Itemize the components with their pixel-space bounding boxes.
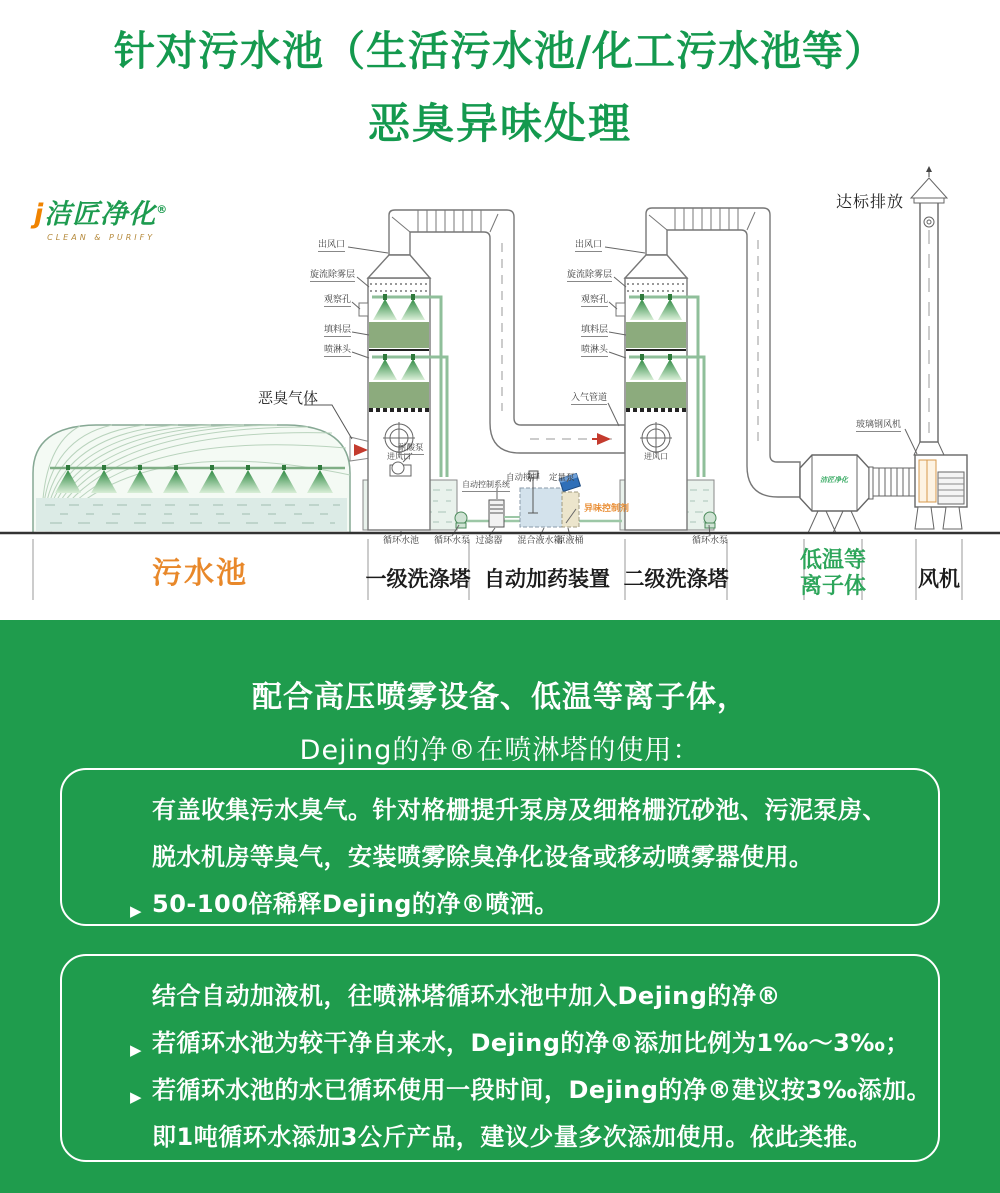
fan-foot-2 — [943, 507, 962, 529]
fan-unit — [914, 442, 967, 529]
acid-pump-label: 耐酸泵 — [398, 443, 424, 453]
mix-tank-label: 混合液水箱 — [517, 536, 563, 546]
page-title — [0, 18, 1000, 151]
fan-motor — [938, 472, 964, 504]
tower2-demister-label: 旋流除雾层 — [567, 270, 613, 280]
box1-line1: 有盖收集污水臭气。针对格栅提升泵房及细格栅沉砂池、污泥泵房、 — [152, 796, 887, 824]
frp-fan-label: 玻璃钢风机 — [856, 420, 902, 430]
section-plasma-line2: 离子体 — [799, 574, 866, 599]
section-fan: 风机 — [918, 567, 960, 591]
box2-bullet1 — [62, 1028, 938, 1058]
tower1-packing-layer-2 — [369, 382, 429, 408]
box2-line1: 结合自动加液机，往喷淋塔循环水池中加入Dejing的净® — [152, 982, 781, 1010]
tower2-obs-hole-label: 观察孔 — [581, 295, 609, 305]
bullet-icon: ▶ — [130, 1041, 143, 1059]
circ-pool-label: 循环水池 — [382, 536, 419, 546]
stack-flange — [914, 198, 944, 203]
plasma-legs — [808, 511, 861, 533]
odor-agent-label: 异味控制剂 — [584, 504, 630, 514]
mixing-tank — [520, 488, 564, 527]
stack-cap — [911, 178, 947, 198]
tower1-cone — [368, 255, 430, 278]
box1-bullet1 — [62, 889, 938, 919]
tower1-inlet-label: 进风口 — [387, 452, 411, 461]
tower1-obs-hole-label: 观察孔 — [324, 295, 352, 305]
tower1-outlet-label: 出风口 — [318, 240, 346, 250]
usage-box-2 — [60, 954, 940, 1162]
title-paren: （生活污水池/化工污水池等） — [324, 27, 886, 75]
discharge-label: 达标排放 — [836, 192, 905, 211]
tower2-cone — [625, 255, 687, 278]
usage-box-1 — [60, 768, 940, 926]
tower1-demister-label: 旋流除雾层 — [310, 270, 356, 280]
box2-bullet2-text: 若循环水池的水已循环使用一段时间，Dejing的净®建议按3‰添加。 — [152, 1076, 932, 1104]
plasma-unit — [800, 455, 873, 533]
section-dosing: 自动加药装置 — [484, 567, 610, 591]
box1-line2: 脱水机房等臭气，安装喷雾除臭净化设备或移动喷雾器使用。 — [152, 843, 814, 871]
box2-bullet2 — [62, 1075, 938, 1105]
panel-heading-bold: 配合高压喷雾设备、低温等离子体， — [252, 680, 748, 715]
stack-sample-port — [924, 217, 934, 227]
tower2-outlet-label: 出风口 — [575, 240, 603, 250]
box1-bullet1-text: 50-100倍稀释Dejing的净®喷洒。 — [152, 890, 559, 918]
registered-mark: ® — [156, 203, 169, 216]
covered-pool — [33, 405, 371, 533]
circulating-pump-1 — [455, 512, 467, 528]
odor-gas-label: 恶臭气体 — [258, 389, 319, 407]
section-plasma — [773, 548, 893, 600]
section-tower2: 二级洗涤塔 — [623, 567, 729, 591]
tower1-packing-layer-1 — [369, 322, 429, 348]
auto-control-label: 自动控制系统 — [462, 480, 510, 492]
logo-name: 洁匠净化 — [44, 199, 157, 230]
logo-tagline: CLEAN & PURIFY — [47, 233, 156, 242]
circulating-pump-2 — [704, 512, 716, 528]
bullet-icon: ▶ — [130, 1088, 143, 1106]
stock-barrel-label: 原液桶 — [556, 536, 584, 546]
tower2-inlet-label: 进风口 — [644, 452, 668, 461]
usage-panel — [0, 620, 1000, 1193]
tower2-observation-hole — [616, 303, 625, 316]
tower2-packing-layer-2 — [626, 382, 686, 408]
tower1-packing-label: 填料层 — [324, 325, 352, 335]
filter-label: 过滤器 — [475, 536, 503, 546]
box2-bullet1-text: 若循环水池为较干净自来水，Dejing的净®添加比例为1‰～3‰； — [152, 1029, 910, 1057]
gas-pipe-label: 入气管道 — [571, 393, 608, 403]
plasma-outlet-flange — [869, 467, 873, 499]
bullet-icon: ▶ — [130, 902, 143, 920]
fan-foot-1 — [915, 507, 934, 529]
fan-connector — [873, 468, 915, 496]
plasma-brand-label: 洁匠净化 — [820, 476, 848, 484]
section-pool: 污水池 — [152, 556, 248, 591]
fan-inlet-funnel — [914, 442, 944, 455]
box2-line2: 即1吨循环水添加3公斤产品，建议少量多次添加使用。依此类推。 — [152, 1123, 873, 1151]
panel-heading-sub: Dejing的净®在喷淋塔的使用： — [299, 735, 701, 766]
circ-pump2-label: 循环水泵 — [691, 536, 728, 546]
auto-stir-label: 自动搅拌 — [506, 473, 541, 483]
tower2-packing-label: 填料层 — [581, 325, 609, 335]
tower1-observation-hole — [359, 303, 368, 316]
section-tower1: 一级洗涤塔 — [365, 567, 471, 591]
title-line2: 恶臭异味处理 — [367, 99, 632, 148]
tower1-spray-head-label: 喷淋头 — [324, 345, 352, 355]
tower2-spray-head-label: 喷淋头 — [581, 345, 609, 355]
logo-j-mark: j — [34, 199, 45, 230]
exhaust-stack — [911, 167, 947, 442]
title-main: 针对污水池 — [114, 27, 324, 75]
circ-pump1-label: 循环水泵 — [433, 536, 470, 546]
section-plasma-line1: 低温等 — [799, 548, 866, 573]
stock-barrel — [562, 492, 579, 527]
metering-pump-label: 定量泵 — [549, 473, 575, 483]
title-line1 — [0, 18, 1000, 77]
tower2-packing-layer-1 — [626, 322, 686, 348]
